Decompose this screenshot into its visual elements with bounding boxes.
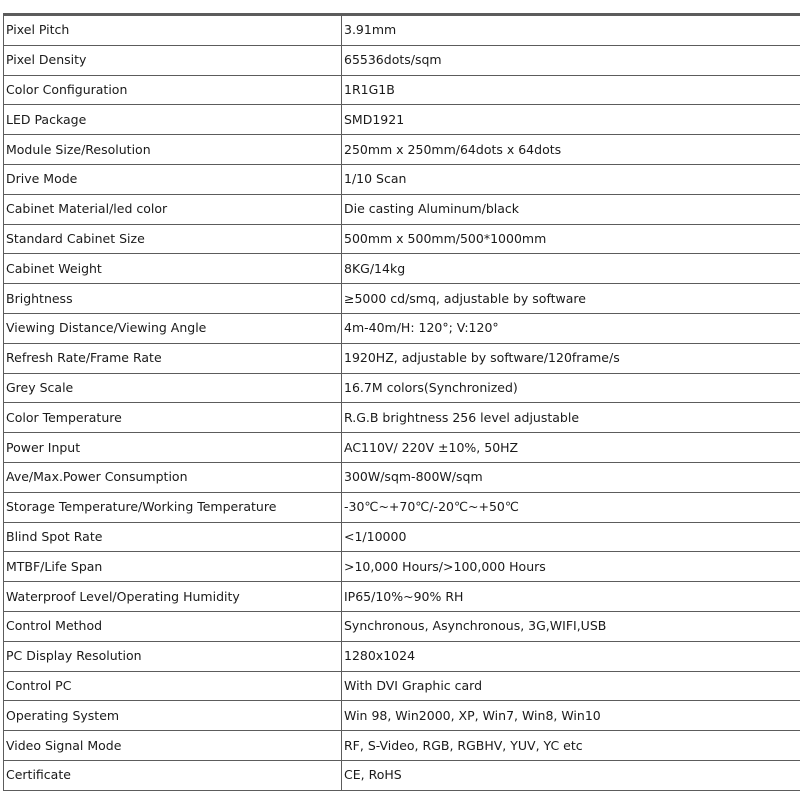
spec-label: Pixel Density	[4, 45, 342, 75]
spec-label: Pixel Pitch	[4, 16, 342, 46]
page-bottom-edge	[0, 796, 800, 800]
spec-value: AC110V/ 220V ±10%, 50HZ	[342, 433, 800, 463]
spec-value: Win 98, Win2000, XP, Win7, Win8, Win10	[342, 701, 800, 731]
spec-label: Power Input	[4, 433, 342, 463]
spec-label: PC Display Resolution	[4, 641, 342, 671]
spec-value: IP65/10%~90% RH	[342, 582, 800, 612]
spec-label: Operating System	[4, 701, 342, 731]
spec-label: Refresh Rate/Frame Rate	[4, 343, 342, 373]
spec-value: With DVI Graphic card	[342, 671, 800, 701]
spec-value: 4m-40m/H: 120°; V:120°	[342, 313, 800, 343]
table-row	[4, 582, 800, 612]
table-row	[4, 462, 800, 492]
spec-value: <1/10000	[342, 522, 800, 552]
spec-label: Blind Spot Rate	[4, 522, 342, 552]
spec-label: Certificate	[4, 760, 342, 790]
spec-label: Color Temperature	[4, 403, 342, 433]
table-row	[4, 760, 800, 790]
table-row	[4, 403, 800, 433]
spec-value: RF, S-Video, RGB, RGBHV, YUV, YC etc	[342, 731, 800, 761]
spec-value: -30℃~+70℃/-20℃~+50℃	[342, 492, 800, 522]
spec-value: 1920HZ, adjustable by software/120frame/s	[342, 343, 800, 373]
spec-label: Cabinet Material/led color	[4, 194, 342, 224]
spec-label: Viewing Distance/Viewing Angle	[4, 313, 342, 343]
spec-label: Brightness	[4, 284, 342, 314]
spec-label: Module Size/Resolution	[4, 135, 342, 165]
spec-label: LED Package	[4, 105, 342, 135]
table-row	[4, 701, 800, 731]
spec-table	[3, 15, 800, 791]
spec-value: Synchronous, Asynchronous, 3G,WIFI,USB	[342, 611, 800, 641]
table-row	[4, 492, 800, 522]
spec-label: Control PC	[4, 671, 342, 701]
spec-value: 250mm x 250mm/64dots x 64dots	[342, 135, 800, 165]
table-row	[4, 16, 800, 46]
spec-label: Color Configuration	[4, 75, 342, 105]
table-row	[4, 611, 800, 641]
spec-value: Die casting Aluminum/black	[342, 194, 800, 224]
spec-label: Storage Temperature/Working Temperature	[4, 492, 342, 522]
spec-value: 1R1G1B	[342, 75, 800, 105]
table-row	[4, 522, 800, 552]
table-row	[4, 45, 800, 75]
table-row	[4, 254, 800, 284]
spec-value: 3.91mm	[342, 16, 800, 46]
spec-value: 8KG/14kg	[342, 254, 800, 284]
spec-value: 1280x1024	[342, 641, 800, 671]
table-row	[4, 135, 800, 165]
spec-value: 16.7M colors(Synchronized)	[342, 373, 800, 403]
table-row	[4, 373, 800, 403]
spec-label: Control Method	[4, 611, 342, 641]
table-row	[4, 343, 800, 373]
spec-label: Standard Cabinet Size	[4, 224, 342, 254]
table-row	[4, 105, 800, 135]
table-row	[4, 284, 800, 314]
table-row	[4, 641, 800, 671]
table-row	[4, 224, 800, 254]
table-row	[4, 194, 800, 224]
table-row	[4, 313, 800, 343]
spec-label: Video Signal Mode	[4, 731, 342, 761]
spec-value: 65536dots/sqm	[342, 45, 800, 75]
spec-label: MTBF/Life Span	[4, 552, 342, 582]
spec-value: R.G.B brightness 256 level adjustable	[342, 403, 800, 433]
table-row	[4, 433, 800, 463]
spec-value: CE, RoHS	[342, 760, 800, 790]
spec-label: Grey Scale	[4, 373, 342, 403]
table-row	[4, 75, 800, 105]
spec-label: Ave/Max.Power Consumption	[4, 462, 342, 492]
spec-value: >10,000 Hours/>100,000 Hours	[342, 552, 800, 582]
spec-label: Cabinet Weight	[4, 254, 342, 284]
spec-value: 500mm x 500mm/500*1000mm	[342, 224, 800, 254]
spec-value: 1/10 Scan	[342, 164, 800, 194]
table-row	[4, 731, 800, 761]
spec-label: Waterproof Level/Operating Humidity	[4, 582, 342, 612]
spec-value: SMD1921	[342, 105, 800, 135]
table-row	[4, 671, 800, 701]
spec-label: Drive Mode	[4, 164, 342, 194]
table-row	[4, 164, 800, 194]
table-row	[4, 552, 800, 582]
spec-value: ≥5000 cd/smq, adjustable by software	[342, 284, 800, 314]
spec-value: 300W/sqm-800W/sqm	[342, 462, 800, 492]
